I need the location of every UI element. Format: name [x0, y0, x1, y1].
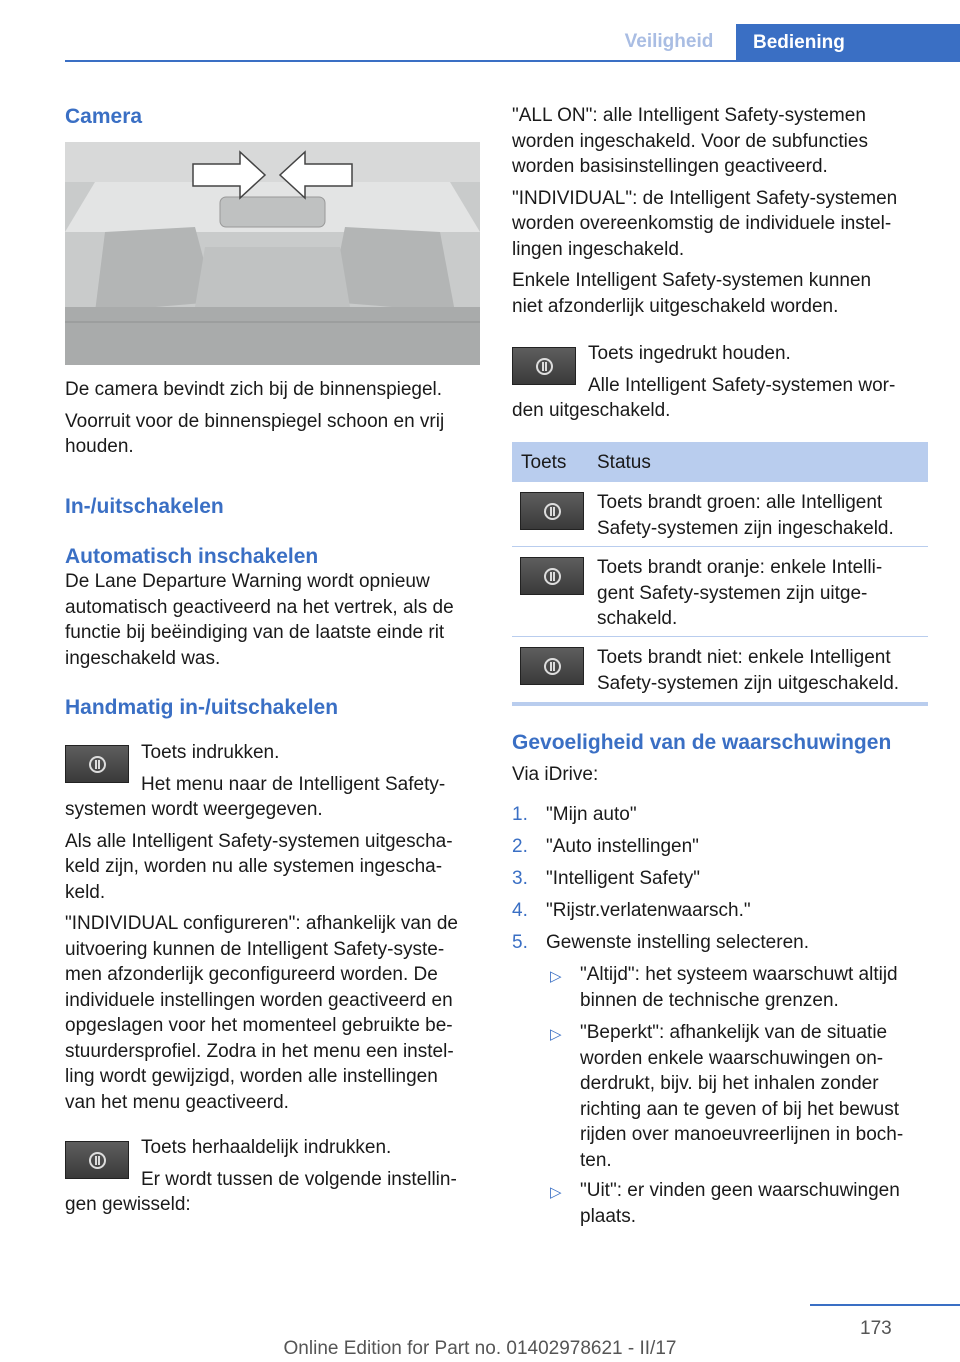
row3-line0: Toets brandt niet: enkele Intelligent [597, 647, 891, 668]
camera-p2b: houden. [65, 436, 134, 457]
safety-button-icon [65, 745, 129, 783]
btn1-text3: systemen wordt weergegeven. [65, 799, 323, 820]
opt3-line1: plaats. [580, 1205, 636, 1227]
all-line-1: keld zijn, worden nu alle systemen ingescha- [65, 856, 443, 877]
row2-line0: Toets brandt oranje: enkele Intelli- [597, 557, 883, 578]
some-1: niet afzonderlijk uitgeschakeld worden. [512, 295, 839, 317]
step-number: 5. [512, 932, 528, 953]
via-idrive: Via iDrive: [512, 763, 599, 785]
btn2-text1: Toets herhaaldelijk indrukken. [141, 1137, 392, 1158]
sensitivity-heading: Gevoeligheid van de waarschuwingen [512, 731, 892, 754]
row3-line1: Safety-systemen zijn uitgeschakeld. [597, 672, 900, 694]
some-0: Enkele Intelligent Safety-systemen kunnen [512, 270, 872, 291]
btn2-cont [65, 1192, 485, 1218]
allon-2: worden basisinstellingen geactiveerd. [512, 156, 828, 177]
triangle-bullet-icon: ▷ [550, 968, 562, 985]
ind-line-0: "INDIVIDUAL configureren": afhankelijk van de [65, 913, 458, 934]
opt2-line5: ten. [580, 1149, 612, 1171]
step-number: 3. [512, 868, 528, 889]
status-table-header [512, 442, 928, 482]
table-row [597, 555, 927, 632]
opt2-line0: "Beperkt": afhankelijk van de situatie [580, 1022, 888, 1043]
page-number: 173 [860, 1318, 892, 1339]
auto-line-1: automatisch geactiveerd na het vertrek, als de [65, 596, 454, 618]
btn3-text3: den uitgeschakeld. [512, 400, 671, 421]
table-row [597, 645, 927, 696]
safety-button-icon [520, 492, 584, 530]
allon-0: "ALL ON": alle Intelligent Safety-systemen [512, 105, 866, 126]
btn3-text [588, 341, 928, 398]
btn3-text1: Toets ingedrukt houden. [588, 343, 791, 364]
step-text: "Intelligent Safety" [546, 868, 700, 889]
col-status: Status [597, 452, 651, 473]
safety-button-icon [520, 647, 584, 685]
option-uit [580, 1178, 930, 1229]
tab-bediening: Bediening [736, 24, 960, 62]
camera-p1: De camera bevindt zich bij de binnenspiegel. [65, 379, 443, 400]
step-number: 2. [512, 836, 528, 857]
btn3-text2: Alle Intelligent Safety-systemen wor- [588, 374, 896, 396]
manual-heading: Handmatig in-/uitschakelen [65, 696, 339, 719]
opt3-line0: "Uit": er vinden geen waarschuwingen [580, 1180, 900, 1201]
row1-line1: Safety-systemen zijn ingeschakeld. [597, 517, 894, 539]
individual-1: worden overeenkomstig de individuele instel- [512, 213, 892, 234]
sensitivity-section [512, 730, 942, 787]
triangle-bullet-icon: ▷ [550, 1184, 562, 1201]
individual-0: "INDIVIDUAL": de Intelligent Safety-systemen [512, 187, 898, 209]
btn2-text [141, 1135, 481, 1192]
option-beperkt [580, 1020, 930, 1173]
btn1-text1: Toets indrukken. [141, 742, 280, 763]
header-rule [65, 60, 960, 62]
safety-button-icon [520, 557, 584, 595]
row1-line0: Toets brandt groen: alle Intelligent [597, 492, 883, 513]
auto-line-3: ingeschakeld was. [65, 647, 221, 669]
opt2-line4: rijden over manoeuvreerlijnen in boch- [580, 1124, 904, 1145]
allon-1: worden ingeschakeld. Voor de subfuncties [512, 130, 868, 152]
opt2-line1: worden enkele waarschuwingen on- [580, 1047, 884, 1069]
btn3-cont [512, 398, 932, 424]
all-line-0: Als alle Intelligent Safety-systemen uitgescha- [65, 830, 453, 852]
ind-line-5: stuurdersprofiel. Zodra in het menu een instel- [65, 1040, 454, 1062]
step-text: "Rijstr.verlatenwaarsch." [546, 900, 751, 921]
table-divider [512, 636, 928, 637]
all-line-2: keld. [65, 881, 106, 903]
table-row [597, 490, 927, 541]
camera-heading: Camera [65, 105, 143, 128]
ind-line-6: ling wordt gewijzigd, worden alle instellingen [65, 1066, 438, 1087]
auto-line-2: functie bij beëindiging van de laatste einde rit [65, 622, 445, 643]
camera-text [65, 377, 485, 460]
step-number: 4. [512, 900, 528, 921]
opt2-line3: richting aan te geven of bij het bewust [580, 1098, 899, 1120]
footer-rule [810, 1304, 960, 1306]
onoff-section [65, 494, 485, 721]
btn2-text2: Er wordt tussen de volgende instellin- [141, 1168, 457, 1190]
row2-line2: schakeld. [597, 608, 678, 629]
onoff-heading: In-/uitschakelen [65, 495, 224, 518]
manual-text [65, 797, 485, 1115]
opt2-line2: derdrukt, bijv. bij het inhalen zonder [580, 1073, 879, 1094]
step-text: "Mijn auto" [546, 804, 637, 825]
opt1-line0: "Altijd": het systeem waarschuwt altijd [580, 964, 898, 985]
individual-2: lingen ingeschakeld. [512, 238, 685, 260]
btn1-text [141, 740, 481, 797]
table-end-rule [512, 702, 928, 706]
option-altijd [580, 962, 930, 1013]
tab-veiligheid: Veiligheid [624, 31, 714, 52]
row2-line1: gent Safety-systemen zijn uitge- [597, 582, 868, 604]
edition-footer: Online Edition for Part no. 01402978621 - II/17 [283, 1338, 677, 1359]
step-text: Gewenste instelling selecteren. [546, 932, 809, 953]
step-text: "Auto instellingen" [546, 836, 699, 857]
col-toets: Toets [521, 452, 567, 473]
triangle-bullet-icon: ▷ [550, 1026, 562, 1043]
right-column [512, 103, 932, 319]
ind-line-2: men afzonderlijk geconfigureerd worden. De [65, 964, 438, 985]
btn1-text2: Het menu naar de Intelligent Safety- [141, 773, 446, 795]
camera-p2a: Voorruit voor de binnenspiegel schoon en vrij [65, 410, 445, 432]
camera-illustration [65, 142, 480, 365]
ind-line-3: individuele instellingen worden geactiveerd en [65, 989, 453, 1011]
auto-line-0: De Lane Departure Warning wordt opnieuw [65, 571, 430, 592]
opt1-line1: binnen de technische grenzen. [580, 989, 839, 1011]
safety-button-icon [512, 347, 576, 385]
left-column [65, 104, 485, 130]
table-divider [512, 546, 928, 547]
ind-line-1: uitvoering kunnen de Intelligent Safety-syste- [65, 938, 445, 960]
auto-heading: Automatisch inschakelen [65, 544, 319, 568]
steps-list [512, 802, 932, 962]
safety-button-icon [65, 1141, 129, 1179]
ind-line-7: van het menu geactiveerd. [65, 1091, 289, 1113]
step-number: 1. [512, 804, 528, 825]
ind-line-4: opgeslagen voor het momenteel gebruikte be- [65, 1015, 453, 1036]
btn2-text3: gen gewisseld: [65, 1194, 191, 1215]
